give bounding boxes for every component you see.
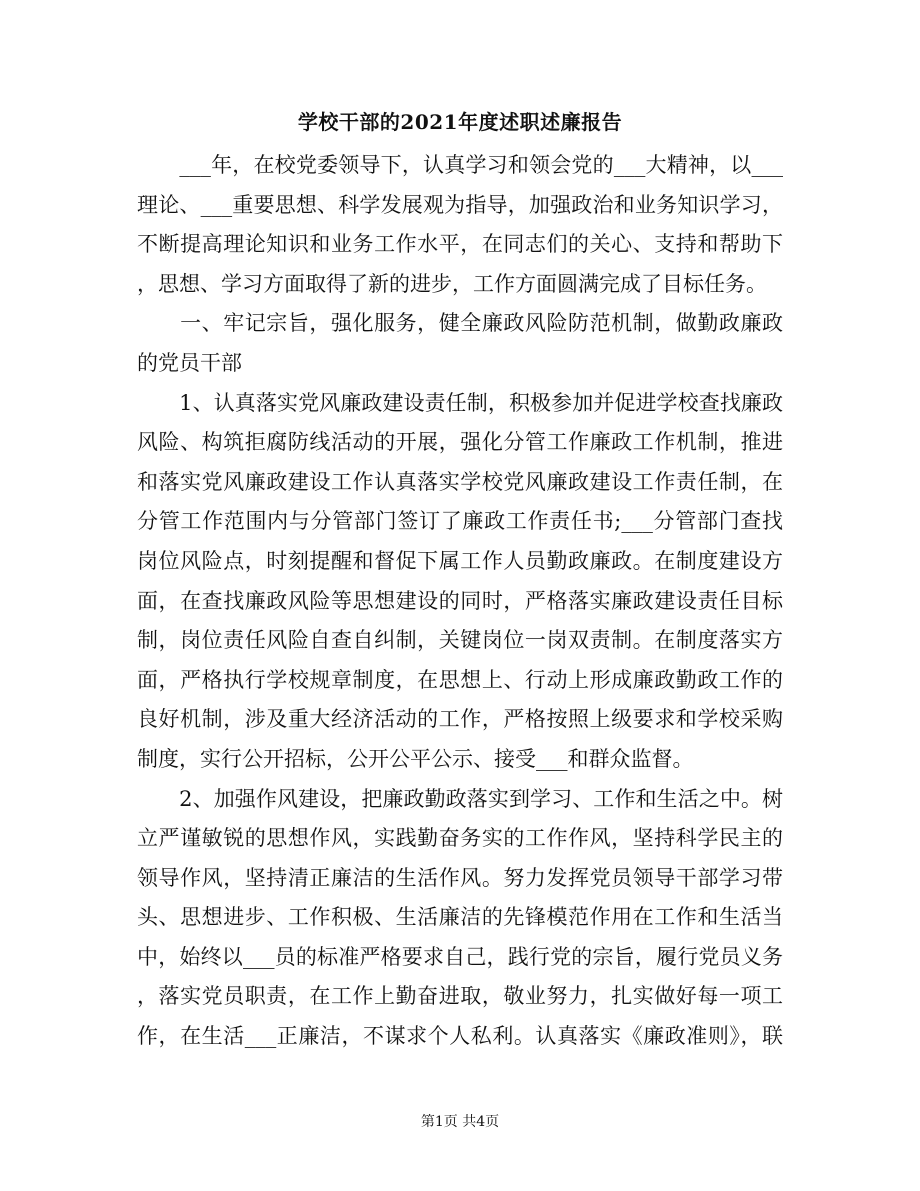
- text-line: 一、牢记宗旨，强化服务，健全廉政风险防范机制，做勤政廉政: [137, 311, 783, 336]
- text-line: 的党员干部: [137, 350, 242, 375]
- text-line: 岗位风险点，时刻提醒和督促下属工作人员勤政廉政。在制度建设方: [137, 548, 783, 573]
- text-line: ，落实党员职责，在工作上勤奋进取，敬业努力，扎实做好每一项工: [137, 984, 783, 1009]
- text-line: 理论、___重要思想、科学发展观为指导，加强政治和业务知识学习，: [137, 192, 783, 217]
- text-line: 不断提高理论知识和业务工作水平，在同志们的关心、支持和帮助下: [137, 232, 783, 257]
- text-line: 领导作风，坚持清正廉洁的生活作风。努力发挥党员领导干部学习带: [137, 865, 783, 890]
- text-line: 风险、构筑拒腐防线活动的开展，强化分管工作廉政工作机制，推进: [137, 430, 783, 455]
- text-line: 1、认真落实党风廉政建设责任制，积极参加并促进学校查找廉政: [137, 390, 783, 415]
- text-line: 分管工作范围内与分管部门签订了廉政工作责任书;___分管部门查找: [137, 509, 783, 534]
- text-line: ___年，在校党委领导下，认真学习和领会党的___大精神，以___: [137, 153, 783, 177]
- text-line: 中，始终以___员的标准严格要求自己，践行党的宗旨，履行党员义务: [137, 944, 783, 969]
- text-line: 立严谨敏锐的思想作风，实践勤奋务实的工作作风，坚持科学民主的: [137, 826, 783, 851]
- text-line: 2、加强作风建设，把廉政勤政落实到学习、工作和生活之中。树: [137, 786, 783, 811]
- document-title: 学校干部的2021年度述职述廉报告: [297, 110, 623, 134]
- text-line: 作，在生活___正廉洁，不谋求个人私利。认真落实《廉政准则》，联: [137, 1024, 783, 1049]
- text-line: 面，在查找廉政风险等思想建设的同时，严格落实廉政建设责任目标: [137, 588, 783, 613]
- text-line: 制，岗位责任风险自查自纠制，关键岗位一岗双责制。在制度落实方: [137, 628, 783, 653]
- text-line: ，思想、学习方面取得了新的进步，工作方面圆满完成了目标任务。: [137, 271, 767, 296]
- document-body: [137, 146, 783, 1057]
- page-footer: 第1页 共4页: [420, 1114, 500, 1130]
- text-line: 头、思想进步、工作积极、生活廉洁的先锋模范作用在工作和生活当: [137, 905, 783, 930]
- text-line: 面，严格执行学校规章制度，在思想上、行动上形成廉政勤政工作的: [137, 667, 783, 692]
- text-line: 制度，实行公开招标，公开公平公示、接受___和群众监督。: [137, 746, 694, 771]
- text-line: 和落实党风廉政建设工作认真落实学校党风廉政建设工作责任制，在: [137, 469, 783, 494]
- text-line: 良好机制，涉及重大经济活动的工作，严格按照上级要求和学校采购: [137, 707, 783, 732]
